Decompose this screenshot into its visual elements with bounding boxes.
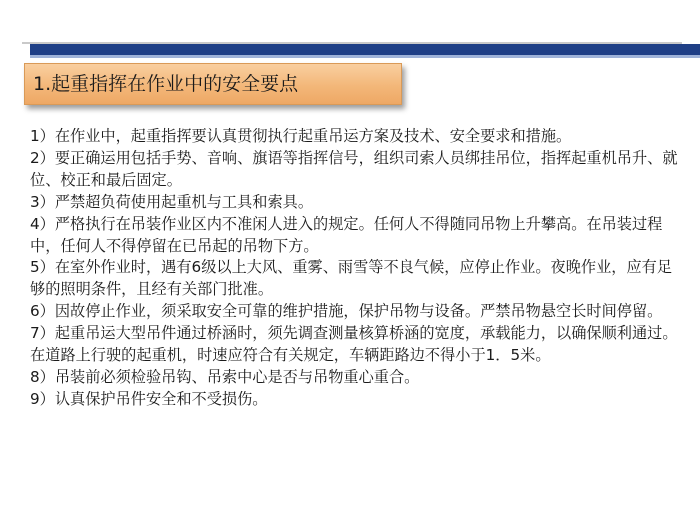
list-item: 6）因故停止作业，须采取安全可靠的维护措施，保护吊物与设备。严禁吊物悬空长时间停留。 — [30, 302, 663, 321]
list-item: 7）起重吊运大型吊件通过桥涵时，须先调查测量核算桥涵的宽度，承载能力，以确保顺利通过。在道路上行驶的起重机，时速应符合有关规定，车辆距路边不得小于1．5米。 — [30, 324, 678, 365]
list-item: 9）认真保护吊件安全和不受损伤。 — [30, 389, 268, 408]
slide-title: 1.起重指挥在作业中的安全要点 — [33, 73, 299, 95]
list-item: 2）要正确运用包括手势、音响、旗语等指挥信号，组织司索人员绑挂吊位，指挥起重机吊升、就位、校正和最后固定。 — [30, 148, 678, 189]
list-item: 1）在作业中，起重指挥要认真贯彻执行起重吊运方案及技术、安全要求和措施。 — [30, 127, 572, 145]
list-item: 4）严格执行在吊装作业区内不准闲人进入的规定。任何人不得随同吊物上升攀高。在吊装过程中，任何人不得停留在已吊起的吊物下方。 — [30, 214, 663, 255]
title-banner — [24, 63, 402, 105]
header-band-highlight — [30, 55, 700, 58]
list-item: 3）严禁超负荷使用起重机与工具和索具。 — [30, 192, 314, 211]
header-band — [30, 44, 700, 55]
list-item: 5）在室外作业时，遇有6级以上大风、重雾、雨雪等不良气候，应停止作业。夜晚作业，应有足够的照明条件，且经有关部门批准。 — [30, 258, 673, 299]
list-item: 8）吊装前必须检验吊钩、吊索中心是否与吊物重心重合。 — [30, 367, 420, 386]
safety-points-list — [30, 126, 680, 411]
